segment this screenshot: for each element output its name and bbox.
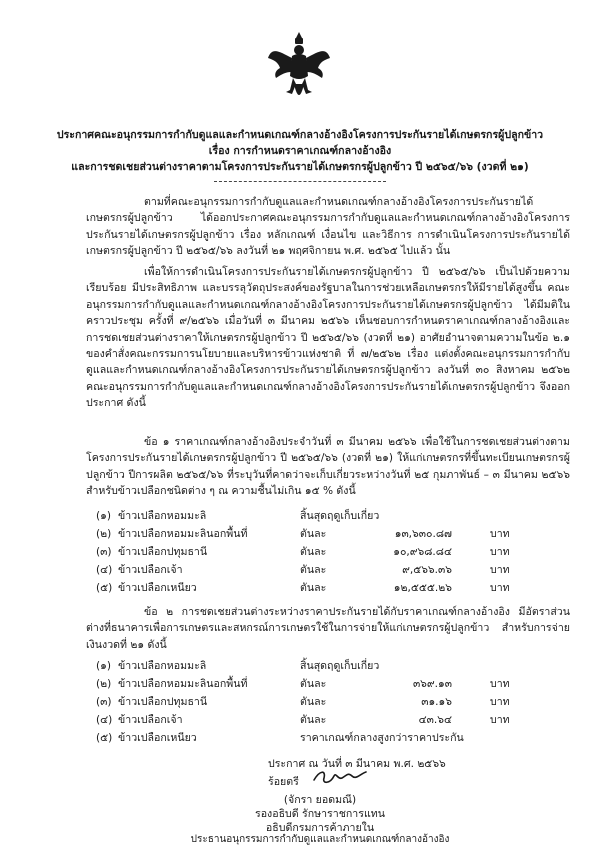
signer-name: (จักรา ยอดมณี): [283, 794, 357, 806]
row-index: (๑): [96, 660, 111, 672]
price-value: ๑๒,๕๕๕.๒๖: [393, 582, 452, 594]
price-value: ๑๓,๖๓๐.๘๗: [394, 528, 452, 540]
currency-label: บาท: [490, 714, 510, 726]
row-note: ราคาเกณฑ์กลางสูงกว่าราคาประกัน: [300, 732, 464, 744]
rice-type: ข้าวเปลือกปทุมธานี: [118, 696, 208, 708]
unit-label: ตันละ: [300, 678, 327, 690]
title-line-1: ประกาศคณะอนุกรรมการกำกับดูแลและกำหนดเกณฑ์กลางอ้างอิงโครงการประกันรายได้เกษตรกรผู้ปลูกข้าว: [56, 129, 544, 141]
currency-label: บาท: [490, 564, 510, 576]
currency-label: บาท: [490, 696, 510, 708]
paragraph-1-text: ตามที่คณะอนุกรรมการกำกับดูแลและกำหนดเกณฑ์กลางอ้างอิงโครงการประกันรายได้เกษตรกรผู้ปลูกข้าว ได้ออกประกาศคณะอนุกรรมการกำกับดูแลและกำหนดเกณฑ์กลางอ้างอิงโครงการประกันรายได้เกษตรกรผู้ปลูกข้าว เรื่อง หลักเกณฑ์ เงื่อนไข และวิธีการ การดำเนินโครงการประกันรายได้เกษตรกรผู้ปลูกข้าว ปี ๒๕๖๕/๖๖ ลงวันที่ ๒๑ พฤศจิกายน พ.ศ. ๒๕๖๕ ไปแล้ว นั้น: [86, 196, 570, 258]
signer-title-1: รองอธิบดี รักษาราชการแทน: [255, 808, 385, 820]
currency-label: บาท: [490, 678, 510, 690]
unit-label: ตันละ: [300, 696, 327, 708]
clause-1-text: ข้อ ๑ ราคาเกณฑ์กลางอ้างอิงประจำวันที่ ๓ มีนาคม ๒๕๖๖ เพื่อใช้ในการชดเชยส่วนต่างตามโครงการประกันรายได้เกษตรกรผู้ปลูกข้าว ปี ๒๕๖๕/๖๖ (งวดที่ ๒๑) ให้แก่เกษตรกรที่ขึ้นทะเบียนเกษตรกรผู้ปลูกข้าว ปีการผลิต ๒๕๖๕/๖๖ ที่ระบุวันที่คาดว่าจะเก็บเกี่ยวระหว่างวันที่ ๒๕ กุมภาพันธ์ – ๓ มีนาคม ๒๕๖๖ สำหรับข้าวเปลือกชนิดต่าง ๆ ณ ความชื้นไม่เกิน ๑๕ % ดังนี้: [86, 436, 570, 498]
row-index: (๓): [96, 696, 112, 708]
paragraph-2: [86, 264, 570, 412]
currency-label: บาท: [490, 582, 510, 594]
row-index: (๓): [96, 546, 112, 558]
rice-type: ข้าวเปลือกเจ้า: [118, 564, 183, 576]
rice-type: ข้าวเปลือกหอมมะลิ: [118, 510, 207, 522]
currency-label: บาท: [490, 546, 510, 558]
price-value: ๔๓.๖๔: [418, 714, 452, 726]
title-line-3: และการชดเชยส่วนต่างราคาตามโครงการประกันรายได้เกษตรกรผู้ปลูกข้าว ปี ๒๕๖๕/๖๖ (งวดที่ ๒๑): [71, 161, 529, 173]
clause-2-text: ข้อ ๒ การชดเชยส่วนต่างระหว่างราคาประกันรายได้กับราคาเกณฑ์กลางอ้างอิง มีอัตราส่วนต่างที่ธนาคารเพื่อการเกษตรและสหกรณ์การเกษตรใช้ในการจ่ายให้แก่เกษตรกรผู้ปลูกข้าว สำหรับการจ่ายเงินงวดที่ ๒๑ ดังนี้: [86, 606, 570, 651]
signer-title-2: อธิบดีกรมการค้าภายใน: [265, 822, 375, 834]
rice-type: ข้าวเปลือกเหนียว: [118, 582, 197, 594]
row-index: (๒): [96, 678, 112, 690]
rice-type: ข้าวเปลือกหอมมะลินอกพื้นที่: [118, 678, 248, 690]
paragraph-2-text: เพื่อให้การดำเนินโครงการประกันรายได้เกษตรกรผู้ปลูกข้าว ปี ๒๕๖๕/๖๖ เป็นไปด้วยความเรียบร้อย มีประสิทธิภาพ และบรรลุวัตถุประสงค์ของรัฐบาลในการช่วยเหลือเกษตรกรให้มีรายได้สูงขึ้น คณะอนุกรรมการกำกับดูแลและกำหนดเกณฑ์กลางอ้างอิงโครงการประกันรายได้เกษตรกรผู้ปลูกข้าว ได้มีมติในคราวประชุม ครั้งที่ ๙/๒๕๖๖ เมื่อวันที่ ๓ มีนาคม ๒๕๖๖ เห็นชอบการกำหนดราคาเกณฑ์กลางอ้างอิงและการชดเชยส่วนต่างราคาให้เกษตรกรผู้ปลูกข้าว ปี ๒๕๖๕/๖๖ (งวดที่ ๒๑) อาศัยอำนาจตามความในข้อ ๒.๑ ของคำสั่งคณะกรรมการนโยบายและบริหารข้าวแห่งชาติ ที่ ๗/๒๕๖๒ เรื่อง แต่งตั้งคณะอนุกรรมการกำกับดูแลและกำหนดเกณฑ์กลางอ้างอิงโครงการประกันรายได้เกษตรกรผู้ปลูกข้าว ลงวันที่ ๓๐ สิงหาคม ๒๕๖๒ คณะอนุกรรมการกำกับดูแลและกำหนดเกณฑ์กลางอ้างอิงโครงการประกันรายได้เกษตรกรผู้ปลูกข้าว จึงออกประกาศ ดังนี้: [86, 266, 570, 410]
title-line-2: เรื่อง การกำหนดราคาเกณฑ์กลางอ้างอิง: [208, 145, 392, 157]
title-divider: [214, 181, 386, 182]
announcement-date: ประกาศ ณ วันที่ ๓ มีนาคม พ.ศ. ๒๕๖๖: [268, 758, 446, 770]
clause-2: [86, 604, 570, 653]
garuda-emblem-icon: [266, 28, 332, 108]
rice-type: ข้าวเปลือกปทุมธานี: [118, 546, 208, 558]
signer-rank: ร้อยตรี: [268, 776, 299, 788]
price-value: ๓๑.๑๖: [421, 696, 452, 708]
row-note: สิ้นสุดฤดูเก็บเกี่ยว: [300, 510, 380, 522]
row-index: (๕): [96, 582, 113, 594]
row-index: (๒): [96, 528, 112, 540]
unit-label: ตันละ: [300, 714, 327, 726]
row-index: (๑): [96, 510, 111, 522]
signer-title-3: ประธานอนุกรรมการกำกับดูแลและกำหนดเกณฑ์กลางอ้างอิง: [190, 834, 450, 845]
row-index: (๕): [96, 732, 113, 744]
row-index: (๔): [96, 714, 113, 726]
unit-label: ตันละ: [300, 564, 327, 576]
unit-label: ตันละ: [300, 546, 327, 558]
rice-type: ข้าวเปลือกเจ้า: [118, 714, 183, 726]
unit-label: ตันละ: [300, 528, 327, 540]
paragraph-1: [86, 194, 570, 260]
price-value: ๑๐,๙๖๘.๘๔: [393, 546, 452, 558]
price-value: ๓๖๙.๑๓: [412, 678, 452, 690]
rice-type: ข้าวเปลือกหอมมะลินอกพื้นที่: [118, 528, 248, 540]
clause-1: [86, 434, 570, 500]
row-index: (๔): [96, 564, 113, 576]
currency-label: บาท: [490, 528, 510, 540]
rice-type: ข้าวเปลือกหอมมะลิ: [118, 660, 207, 672]
unit-label: ตันละ: [300, 582, 327, 594]
rice-type: ข้าวเปลือกเหนียว: [118, 732, 197, 744]
handwritten-signature-icon: [310, 766, 370, 788]
price-value: ๙,๕๖๖.๓๖: [402, 564, 452, 576]
row-note: สิ้นสุดฤดูเก็บเกี่ยว: [300, 660, 380, 672]
